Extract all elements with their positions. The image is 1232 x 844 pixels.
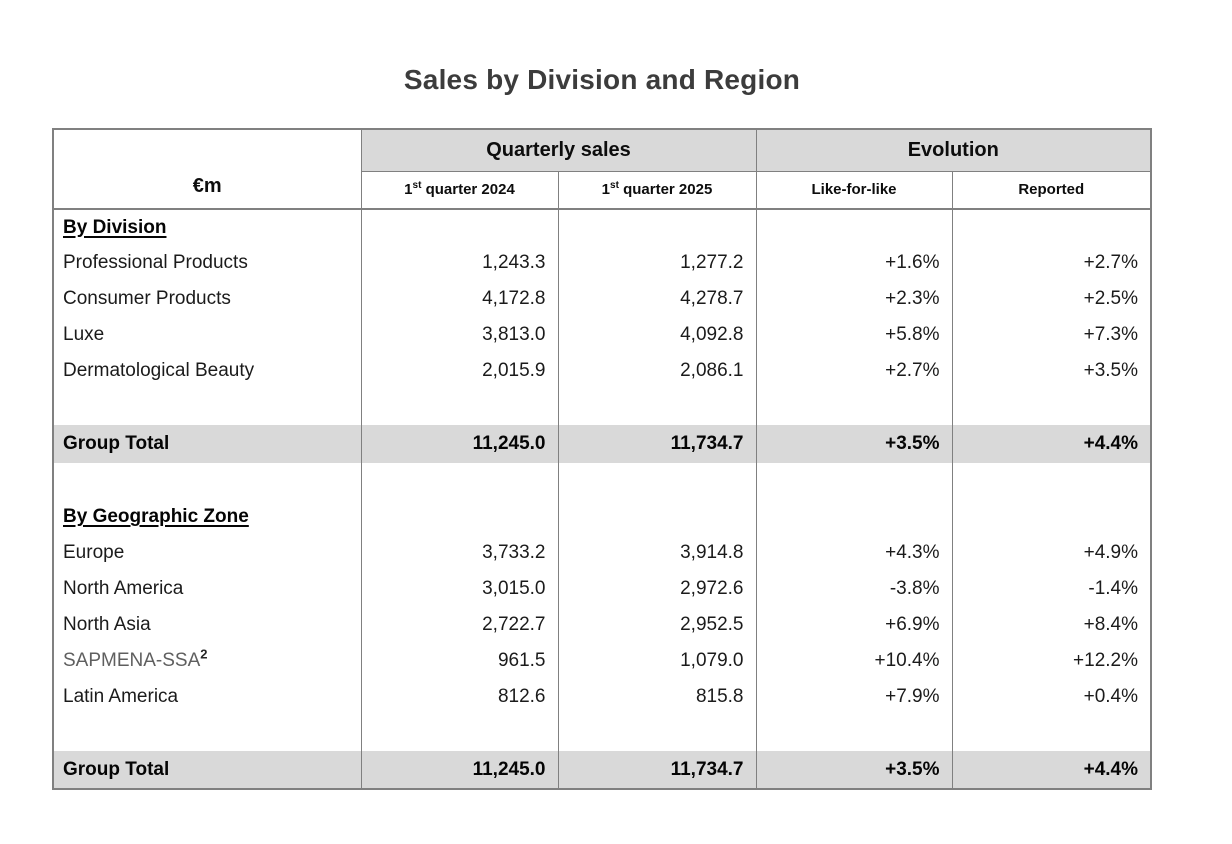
value-q1-2025: 4,092.8 bbox=[558, 317, 756, 353]
row-label: Consumer Products bbox=[63, 288, 231, 309]
q1-2025-text: quarter 2025 bbox=[618, 181, 713, 199]
spacer-row bbox=[53, 389, 1151, 425]
value-q1-2025: 3,914.8 bbox=[558, 535, 756, 571]
table-row-division-group-total bbox=[53, 425, 1151, 463]
value-like-for-like: +2.7% bbox=[756, 353, 952, 389]
value-q1-2025: 815.8 bbox=[558, 679, 756, 715]
total-q1-2024: 11,245.0 bbox=[361, 425, 558, 463]
section-heading-by-division: By Division bbox=[63, 216, 167, 238]
value-q1-2025: 4,278.7 bbox=[558, 281, 756, 317]
value-q1-2025: 1,277.2 bbox=[558, 245, 756, 281]
value-q1-2025: 1,079.0 bbox=[558, 643, 756, 679]
value-reported: +0.4% bbox=[952, 679, 1151, 715]
section-row-by-geographic-zone bbox=[53, 499, 1151, 535]
column-header-like-for-like: Like-for-like bbox=[756, 171, 952, 209]
empty-cell bbox=[756, 499, 952, 535]
table-row-sapmena-ssa bbox=[53, 643, 1151, 679]
section-heading-cell bbox=[53, 209, 361, 245]
value-q1-2024: 2,722.7 bbox=[361, 607, 558, 643]
empty-cell bbox=[53, 463, 361, 499]
empty-cell bbox=[53, 389, 361, 425]
page-title: Sales by Division and Region bbox=[403, 64, 801, 95]
row-label: Professional Products bbox=[63, 252, 248, 273]
value-q1-2024: 2,015.9 bbox=[361, 353, 558, 389]
unit-header-cell: €m bbox=[53, 129, 361, 209]
header-group-row bbox=[53, 129, 1151, 171]
table-row-dermatological-beauty bbox=[53, 353, 1151, 389]
total-q1-2024: 11,245.0 bbox=[361, 751, 558, 789]
row-label: North America bbox=[63, 578, 184, 599]
total-like-for-like: +3.5% bbox=[756, 751, 952, 789]
empty-cell bbox=[952, 209, 1151, 245]
value-reported: +2.7% bbox=[952, 245, 1151, 281]
value-q1-2024: 961.5 bbox=[361, 643, 558, 679]
column-header-q1-2025 bbox=[558, 171, 756, 209]
total-reported: +4.4% bbox=[952, 425, 1151, 463]
footnote-marker: 2 bbox=[200, 646, 208, 662]
table-row-luxe bbox=[53, 317, 1151, 353]
value-reported: +3.5% bbox=[952, 353, 1151, 389]
table-row-consumer-products bbox=[53, 281, 1151, 317]
row-label: North Asia bbox=[63, 614, 151, 635]
row-label bbox=[53, 643, 361, 679]
value-reported: -1.4% bbox=[952, 571, 1151, 607]
value-reported: +12.2% bbox=[952, 643, 1151, 679]
empty-cell bbox=[361, 463, 558, 499]
value-q1-2025: 2,086.1 bbox=[558, 353, 756, 389]
value-reported: +8.4% bbox=[952, 607, 1151, 643]
empty-cell bbox=[558, 463, 756, 499]
total-label: Group Total bbox=[53, 751, 361, 789]
empty-cell bbox=[361, 715, 558, 751]
value-reported: +2.5% bbox=[952, 281, 1151, 317]
total-q1-2025: 11,734.7 bbox=[558, 425, 756, 463]
table-row-europe bbox=[53, 535, 1151, 571]
table-row-north-america bbox=[53, 571, 1151, 607]
value-like-for-like: +5.8% bbox=[756, 317, 952, 353]
table-row-latin-america bbox=[53, 679, 1151, 715]
spacer-row bbox=[53, 715, 1151, 751]
table-row-north-asia bbox=[53, 607, 1151, 643]
value-q1-2024: 3,733.2 bbox=[361, 535, 558, 571]
column-header-reported: Reported bbox=[952, 171, 1151, 209]
empty-cell bbox=[558, 499, 756, 535]
value-like-for-like: +2.3% bbox=[756, 281, 952, 317]
empty-cell bbox=[558, 389, 756, 425]
q1-2025-ordinal-suffix: st bbox=[610, 180, 619, 192]
q1-2025-number: 1 bbox=[601, 181, 611, 199]
empty-cell bbox=[361, 389, 558, 425]
value-q1-2024: 4,172.8 bbox=[361, 281, 558, 317]
q1-2024-ordinal-suffix: st bbox=[412, 180, 422, 192]
empty-cell bbox=[952, 499, 1151, 535]
section-heading-by-geographic-zone: By Geographic Zone bbox=[63, 506, 249, 527]
row-label: Luxe bbox=[63, 324, 105, 345]
empty-cell bbox=[361, 209, 558, 245]
row-label: Dermatological Beauty bbox=[63, 360, 255, 381]
empty-cell bbox=[952, 463, 1151, 499]
row-label: Latin America bbox=[63, 686, 179, 707]
empty-cell bbox=[756, 209, 952, 245]
value-like-for-like: +7.9% bbox=[756, 679, 952, 715]
empty-cell bbox=[53, 715, 361, 751]
empty-cell bbox=[952, 389, 1151, 425]
value-like-for-like: +4.3% bbox=[756, 535, 952, 571]
value-reported: +4.9% bbox=[952, 535, 1151, 571]
value-q1-2025: 2,952.5 bbox=[558, 607, 756, 643]
value-q1-2024: 812.6 bbox=[361, 679, 558, 715]
value-like-for-like: +10.4% bbox=[756, 643, 952, 679]
spacer-row bbox=[53, 463, 1151, 499]
value-q1-2025: 2,972.6 bbox=[558, 571, 756, 607]
total-reported: +4.4% bbox=[952, 751, 1151, 789]
table-row-zone-group-total bbox=[53, 751, 1151, 789]
total-q1-2025: 11,734.7 bbox=[558, 751, 756, 789]
empty-cell bbox=[558, 715, 756, 751]
sales-by-division-and-region-table bbox=[52, 128, 1152, 790]
q1-2024-number: 1 bbox=[404, 181, 413, 199]
empty-cell bbox=[952, 715, 1151, 751]
total-label: Group Total bbox=[53, 425, 361, 463]
empty-cell bbox=[361, 499, 558, 535]
sapmena-ssa-label: SAPMENA-SSA bbox=[63, 650, 201, 671]
value-q1-2024: 3,813.0 bbox=[361, 317, 558, 353]
value-like-for-like: +6.9% bbox=[756, 607, 952, 643]
section-heading-cell bbox=[53, 499, 361, 535]
empty-cell bbox=[756, 715, 952, 751]
total-like-for-like: +3.5% bbox=[756, 425, 952, 463]
empty-cell bbox=[558, 209, 756, 245]
empty-cell bbox=[756, 463, 952, 499]
column-group-evolution: Evolution bbox=[756, 129, 1151, 171]
value-reported: +7.3% bbox=[952, 317, 1151, 353]
empty-cell bbox=[756, 389, 952, 425]
value-q1-2024: 3,015.0 bbox=[361, 571, 558, 607]
column-group-quarterly-sales: Quarterly sales bbox=[361, 129, 756, 171]
section-row-by-division bbox=[53, 209, 1151, 245]
value-q1-2024: 1,243.3 bbox=[361, 245, 558, 281]
column-header-q1-2024 bbox=[361, 171, 558, 209]
row-label: Europe bbox=[63, 542, 125, 563]
q1-2024-text: quarter 2024 bbox=[421, 181, 515, 199]
table-row-professional-products bbox=[53, 245, 1151, 281]
value-like-for-like: -3.8% bbox=[756, 571, 952, 607]
value-like-for-like: +1.6% bbox=[756, 245, 952, 281]
